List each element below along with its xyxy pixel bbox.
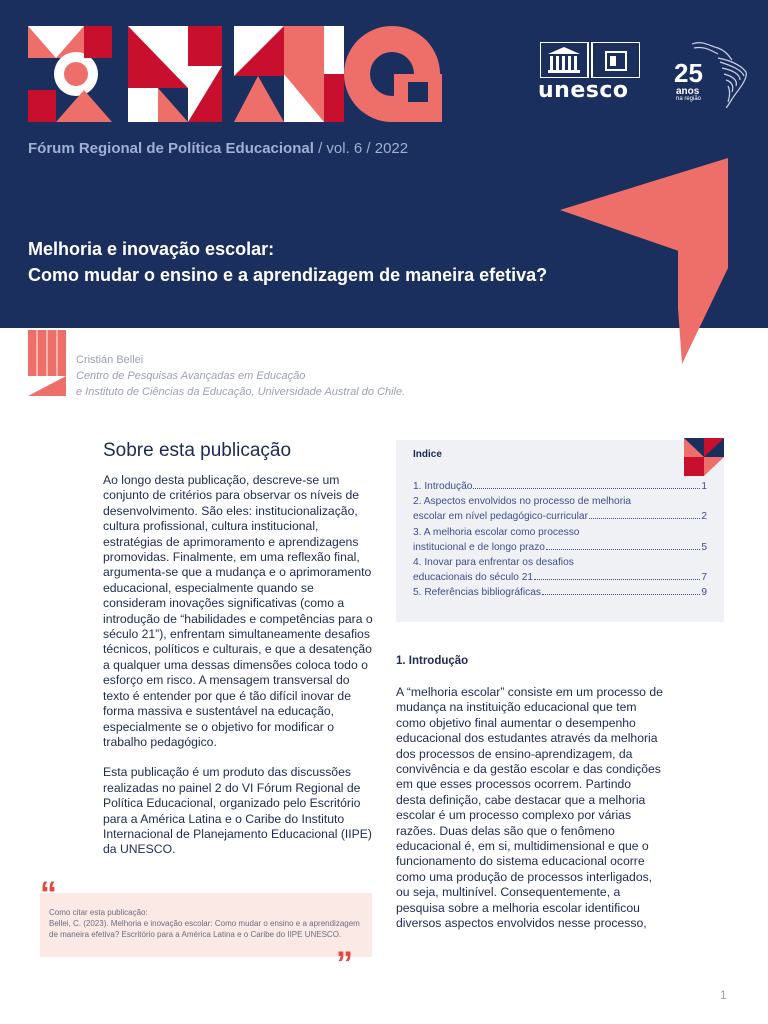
- index-decoration-graphic: [684, 438, 724, 476]
- forum-volume: / vol. 6 / 2022: [318, 140, 409, 157]
- index-leader-dots: [546, 549, 700, 550]
- index-list: [413, 479, 707, 601]
- author-name: Cristián Bellei: [76, 354, 144, 366]
- author-affiliation-1: Centro de Pesquisas Avançadas em Educação: [76, 370, 306, 382]
- citation-label: Como citar esta publicação:: [49, 908, 148, 917]
- author-decoration-graphic: [28, 330, 66, 396]
- index-item-text: 5. Referências bibliográficas: [413, 587, 541, 599]
- author-affiliation-2: e Instituto de Ciências da Educação, Universidade Austral do Chile.: [76, 386, 406, 398]
- page-number: 1: [720, 988, 727, 1002]
- index-item-page: 1: [701, 481, 707, 492]
- index-item-line: [413, 570, 707, 585]
- sobre-paragraph-2: Esta publicação é um produto das discussões realizadas no painel 2 do VI Fórum Regional de Política Educacional, organizado pelo Escritório para a América Latina e o Caribe do Instituto Internacional de Planejamento Educacional (IIPE) da UNESCO.: [103, 765, 372, 857]
- forum-series-line: [28, 140, 408, 157]
- index-item-line: [413, 494, 707, 509]
- index-leader-dots: [473, 488, 700, 489]
- index-item[interactable]: [413, 494, 707, 524]
- index-item-text: escolar em nível pedagógico-curricular: [413, 511, 588, 523]
- index-item-line: [413, 509, 707, 524]
- index-item-text: 3. A melhoria escolar como processo: [413, 526, 580, 538]
- index-leader-dots: [589, 518, 700, 519]
- index-item[interactable]: [413, 585, 707, 600]
- index-item-text: 2. Aspectos envolvidos no processo de melhoria: [413, 496, 632, 508]
- index-panel: [396, 440, 724, 622]
- close-quote-icon: ”: [336, 945, 353, 983]
- index-item-page: 9: [701, 587, 707, 599]
- forum-name: Fórum Regional de Política Educacional: [28, 140, 314, 157]
- unesco-temple-icon: [540, 42, 640, 78]
- geometric-mosaic-graphic: [28, 26, 442, 122]
- title-line-1: Melhoria e inovação escolar:: [28, 239, 275, 259]
- sobre-paragraph-1: Ao longo desta publicação, descreve-se um conjunto de critérios para observar os níveis de desenvolvimento. São eles: institucionalização, cultura profissional, cultura institucional, estratégias de aprimoramento e aprendizagens promovidas. Finalmente, em uma reflexão final, argumenta-se que a mudança e o aprimoramento educacional, especialmente quando se consideram inovações significativas (como a introdução de “habilidades e competências para o século 21”), enfrentam simultaneamente desafios técnicos, políticos e culturais, e que a desatenção a qualquer uma dessas dimensões coloca todo o esforço em risco. A mensagem transversal do texto é entender por que é tão difícil inovar de forma massiva e sustentável na educação, especialmente se o objetivo for modificar o trabalho pedagógico.: [103, 473, 373, 749]
- index-item[interactable]: [413, 479, 707, 494]
- index-item-page: 5: [701, 541, 707, 553]
- index-leader-dots: [534, 579, 700, 580]
- index-item-line: [413, 585, 707, 600]
- anniversary-logo: [668, 38, 754, 108]
- author-block: [76, 352, 405, 400]
- title-line-2: Como mudar o ensino e a aprendizagem de maneira efetiva?: [28, 265, 548, 285]
- anniversary-region: na região: [676, 96, 702, 102]
- page-title: [28, 236, 547, 288]
- anniversary-word: anos: [676, 86, 700, 97]
- unesco-wordmark: unesco: [538, 78, 629, 103]
- index-item-line: [413, 555, 707, 570]
- index-item[interactable]: [413, 555, 707, 585]
- index-item-text: institucional e de longo prazo: [413, 541, 545, 553]
- sobre-body: [103, 473, 375, 858]
- intro-heading: 1. Introdução: [396, 655, 469, 667]
- index-item-text: 4. Inovar para enfrentar os desafios: [413, 557, 574, 569]
- index-leader-dots: [542, 594, 700, 595]
- index-item-page: 7: [701, 572, 707, 584]
- citation-text: Bellei, C. (2023). Melhoria e inovação escolar: Como mudar o ensino e a aprendizagem de maneira efetiva? Escritório para a América Latina e o Caribe do IIPE UNESCO.: [49, 919, 360, 939]
- unesco-logo: [538, 40, 644, 104]
- coral-arrow-graphic: [560, 158, 728, 364]
- index-item-text: educacionais do século 21: [413, 572, 534, 584]
- anniversary-number: 25: [674, 58, 703, 88]
- intro-body: A “melhoria escolar” consiste em um processo de mudança na instituição educacional que tem como objetivo final aumentar o desempenho educacional dos estudantes através da melhoria dos processos de ensino-aprendizagem, da convivência e da gestão escolar e das condições em que esses processos ocorrem. Partindo desta definição, cabe destacar que a melhoria escolar é um processo complexo por várias razões. Duas delas são que o fenômeno educacional é, em si, multidimensional e que o funcionamento do sistema educacional ocorre como uma produção de processos interligados, ou seja, multinível. Consequentemente, a pesquisa sobre a melhoria escolar identificou diversos aspectos envolvidos nesse processo,: [396, 685, 663, 931]
- index-item-line: [413, 479, 707, 494]
- sobre-heading: Sobre esta publicação: [103, 440, 292, 461]
- index-title: Indice: [413, 449, 442, 460]
- index-item-line: [413, 540, 707, 555]
- index-item[interactable]: [413, 525, 707, 555]
- index-item-line: [413, 525, 707, 540]
- index-item-text: 1. Introdução: [413, 481, 473, 492]
- citation-box: [40, 893, 372, 957]
- index-item-page: 2: [701, 511, 707, 523]
